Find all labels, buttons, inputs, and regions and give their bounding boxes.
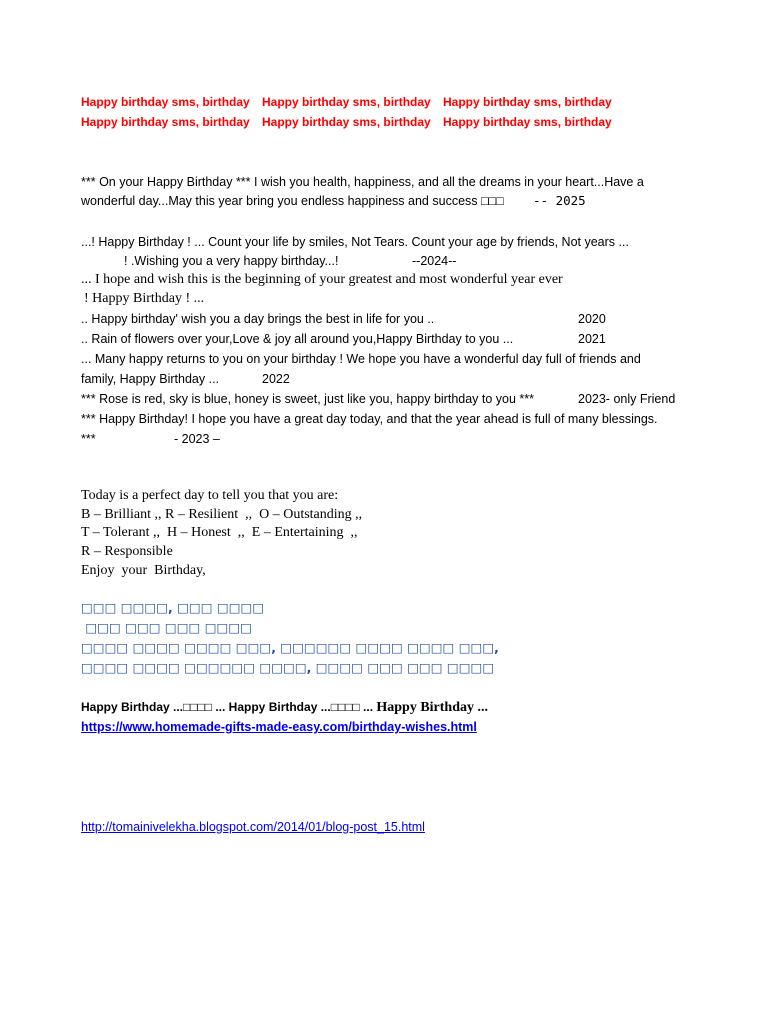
wish-5-year: 2021 xyxy=(578,332,606,346)
acrostic-intro: Today is a perfect day to tell you that you are: xyxy=(81,488,339,503)
blue-text-line-3: □□□□ □□□□ □□□□ □□□, □□□□□□ □□□□ □□□□ □□□, xyxy=(81,640,499,655)
wish-6-year: 2022 xyxy=(262,372,290,386)
wish-2-line-1: ...! Happy Birthday ! ... Count your life by smiles, Not Tears. Count your age by friends, Not years ... xyxy=(81,235,629,249)
wish-3-line-1: ... I hope and wish this is the beginning of your greatest and most wonderful year ever xyxy=(81,272,563,287)
heading-text: Happy birthday sms, birthday xyxy=(443,95,612,109)
wish-7-year: 2023- only Friend xyxy=(578,392,676,406)
homemade-gifts-link[interactable]: https://www.homemade-gifts-made-easy.com/birthday-wishes.html xyxy=(81,720,477,734)
acrostic-line-1: B – Brilliant ,, R – Resilient ,, O – Outstanding ,, xyxy=(81,507,363,522)
wish-4-text: .. Happy birthday' wish you a day brings the best in life for you .. xyxy=(81,312,435,326)
wish-8-line-2 xyxy=(81,431,381,447)
wish-4-year: 2020 xyxy=(578,312,606,326)
wish-6-line-1: ... Many happy returns to you on your birthday ! We hope you have a wonderful day full of friends and xyxy=(81,352,641,366)
wish-7-line xyxy=(81,391,721,407)
heading-row-1 xyxy=(81,94,624,110)
wish-1-line-1: *** On your Happy Birthday *** I wish you health, happiness, and all the dreams in your heart...Have a xyxy=(81,175,644,189)
acrostic-line-3: R – Responsible xyxy=(81,544,173,559)
wish-8-text: *** xyxy=(81,432,96,446)
wish-2-line-2 xyxy=(124,253,524,269)
heading-row-2 xyxy=(81,114,624,130)
wish-4-line xyxy=(81,311,681,327)
bold-greeting-line xyxy=(81,699,488,716)
blue-text-line-2: □□□ □□□ □□□ □□□□ xyxy=(81,620,252,635)
wish-5-text: .. Rain of flowers over your,Love & joy all around you,Happy Birthday to you ... xyxy=(81,332,514,346)
wish-1-text: wonderful day...May this year bring you endless happiness and success □□□ xyxy=(81,194,504,208)
blue-text-line-4: □□□□ □□□□ □□□□□□ □□□□, □□□□ □□□ □□□ □□□□ xyxy=(81,660,495,675)
wish-5-line xyxy=(81,331,681,347)
wish-1-line-2 xyxy=(81,193,681,209)
wish-6-text: family, Happy Birthday ... xyxy=(81,372,220,386)
heading-text: Happy birthday sms, birthday xyxy=(262,115,431,129)
wish-2-year: --2024-- xyxy=(412,254,457,268)
bold-greeting-text: Happy Birthday ...□□□□ ... Happy Birthday ...□□□□ ... xyxy=(81,700,377,714)
link-1-line xyxy=(81,719,477,735)
link-2-line xyxy=(81,819,425,835)
wish-2-text: ! .Wishing you a very happy birthday...! xyxy=(124,254,339,268)
blogspot-link[interactable]: http://tomainivelekha.blogspot.com/2014/01/blog-post_15.html xyxy=(81,820,425,834)
wish-3-line-2: ! Happy Birthday ! ... xyxy=(84,291,205,306)
bold-greeting-serif: Happy Birthday ... xyxy=(376,700,488,715)
heading-text: Happy birthday sms, birthday xyxy=(262,95,431,109)
blue-text-line-1: □□□ □□□□, □□□ □□□□ xyxy=(81,600,265,615)
heading-text: Happy birthday sms, birthday xyxy=(81,115,250,129)
wish-7-text: *** Rose is red, sky is blue, honey is sweet, just like you, happy birthday to you *** xyxy=(81,392,535,406)
wish-8-line-1: *** Happy Birthday! I hope you have a great day today, and that the year ahead is full of many blessings. xyxy=(81,412,658,426)
acrostic-line-2: T – Tolerant ,, H – Honest ,, E – Entertaining ,, xyxy=(81,525,358,540)
wish-6-line-2 xyxy=(81,371,381,387)
acrostic-line-4: Enjoy your Birthday, xyxy=(81,563,206,578)
wish-1-year: -- 2025 xyxy=(533,193,586,208)
wish-8-year: - 2023 – xyxy=(174,432,220,446)
heading-text: Happy birthday sms, birthday xyxy=(81,95,250,109)
heading-text: Happy birthday sms, birthday xyxy=(443,115,612,129)
